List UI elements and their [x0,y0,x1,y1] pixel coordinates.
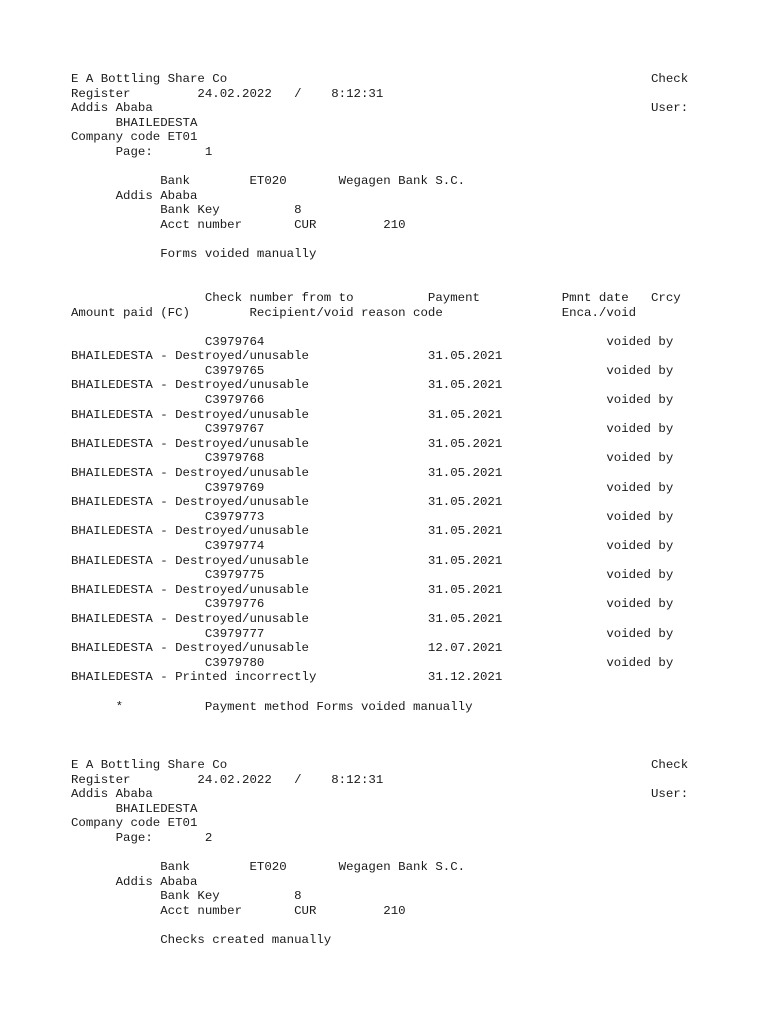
void-reason-line: BHAILEDESTA - Destroyed/unusable 31.05.2021 [71,553,503,568]
void-reason-line: BHAILEDESTA - Destroyed/unusable 31.05.2021 [71,466,503,481]
spacer [71,233,731,248]
check-number-line: C3979768 voided by [71,451,674,466]
company-title-line: E A Bottling Share Co Check [71,757,689,772]
register-date-time-line: Register 24.02.2022 / 8:12:31 [71,86,384,101]
check-number-line: C3979780 voided by [71,655,674,670]
city-user-line: Addis Ababa User: [71,787,689,802]
void-reason-line: BHAILEDESTA - Destroyed/unusable 31.05.2021 [71,349,503,364]
bank-details-page-2 [71,860,731,918]
void-reason-line: BHAILEDESTA - Destroyed/unusable 31.05.2021 [71,436,503,451]
check-number-line: C3979776 voided by [71,597,674,612]
bank-city-line: Addis Ababa [71,874,198,889]
spacer [71,845,731,860]
city-user-line: Addis Ababa User: [71,101,689,116]
company-code-line: Company code ET01 [71,130,198,145]
void-reason-line: BHAILEDESTA - Destroyed/unusable 31.05.2021 [71,407,503,422]
account-number-line: Acct number CUR 210 [71,903,406,918]
bank-line: Bank ET020 Wegagen Bank S.C. [71,174,466,189]
void-reason-line: BHAILEDESTA - Destroyed/unusable 31.05.2021 [71,524,503,539]
check-number-line: C3979769 voided by [71,480,674,495]
spacer [71,262,731,277]
spacer [71,743,731,758]
check-number-line: C3979774 voided by [71,539,674,553]
column-header-line-2: Amount paid (FC) Recipient/void reason code Enca./void [71,305,637,320]
account-number-line: Acct number CUR 210 [71,217,406,232]
page-number-line: Page: 1 [71,144,213,159]
spacer [71,714,731,729]
void-reason-line: BHAILEDESTA - Destroyed/unusable 12.07.2021 [71,641,503,656]
check-register-report [71,72,731,948]
register-date-time-line: Register 24.02.2022 / 8:12:31 [71,772,384,787]
check-number-line: C3979775 voided by [71,568,674,583]
check-number-line: C3979765 voided by [71,363,674,378]
spacer [71,276,731,291]
column-headers [71,291,731,320]
check-number-line: C3979773 voided by [71,509,674,524]
section-title: Forms voided manually [71,247,317,262]
check-number-line: C3979764 voided by [71,334,674,349]
bank-details [71,174,731,232]
spacer [71,160,731,175]
spacer [71,918,731,933]
void-reason-line: BHAILEDESTA - Destroyed/unusable 31.05.2021 [71,611,503,626]
spacer [71,320,731,335]
section-title-page-2: Checks created manually [71,933,332,948]
bank-key-line: Bank Key 8 [71,889,302,904]
bank-line: Bank ET020 Wegagen Bank S.C. [71,860,466,875]
spacer [71,729,731,744]
void-reason-line: BHAILEDESTA - Destroyed/unusable 31.05.2021 [71,495,503,510]
user-name-line: BHAILEDESTA [71,115,198,130]
void-reason-line: BHAILEDESTA - Printed incorrectly 31.12.2021 [71,670,503,685]
report-header-page-2 [71,758,731,846]
column-header-line-1: Check number from to Payment Pmnt date Crcy [71,290,681,305]
check-number-line: C3979767 voided by [71,422,674,437]
void-reason-line: BHAILEDESTA - Destroyed/unusable 31.05.2021 [71,378,503,393]
void-reason-line: BHAILEDESTA - Destroyed/unusable 31.05.2021 [71,582,503,597]
report-header [71,72,731,160]
bank-city-line: Addis Ababa [71,188,198,203]
check-number-line: C3979777 voided by [71,626,674,641]
user-name-line: BHAILEDESTA [71,801,198,816]
page-number-line: Page: 2 [71,830,213,845]
bank-key-line: Bank Key 8 [71,203,302,218]
spacer [71,685,731,700]
check-number-line: C3979766 voided by [71,393,674,408]
payment-method-summary: * Payment method Forms voided manually [71,699,473,714]
company-title-line: E A Bottling Share Co Check [71,72,689,86]
voided-checks-list [71,335,731,685]
company-code-line: Company code ET01 [71,816,198,831]
